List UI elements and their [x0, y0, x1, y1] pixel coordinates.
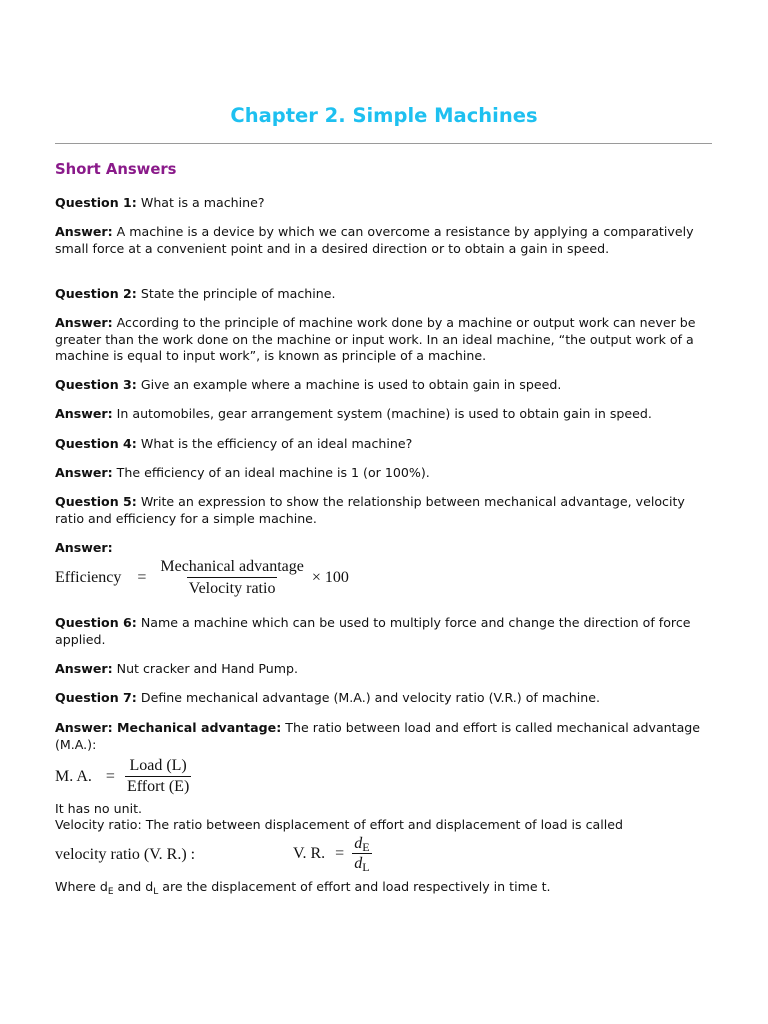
question-7-label: Question 7:: [55, 690, 137, 705]
vr-lhs: V. R.: [293, 845, 326, 862]
question-6-text: Name a machine which can be used to multiply force and change the direction of force applied.: [55, 615, 691, 647]
answer-6-label: Answer:: [55, 661, 113, 676]
question-6: [55, 615, 715, 648]
question-1-label: Question 1:: [55, 195, 137, 210]
answer-7-text: The ratio between load and effort is called mechanical advantage (M.A.):: [55, 720, 701, 752]
answer-5-label: Answer:: [55, 540, 113, 555]
vr-numerator: dE: [354, 835, 370, 854]
chapter-title: Chapter 2. Simple Machines: [230, 104, 538, 127]
answer-6-text: Nut cracker and Hand Pump.: [116, 661, 298, 676]
ma-fraction: [125, 757, 191, 796]
efficiency-formula: [55, 557, 349, 598]
ma-denominator: Effort (E): [126, 778, 190, 795]
answer-1: [55, 224, 715, 257]
efficiency-equals: =: [137, 569, 147, 586]
question-2-text: State the principle of machine.: [140, 286, 336, 301]
answer-3-label: Answer:: [55, 406, 113, 421]
question-1: [55, 195, 715, 212]
answer-2-text: According to the principle of machine work done by a machine or output work can never be greater than the work done on the machine or input work. In an ideal machine, “the output work of a machine is equal to input work”, is known as principle of a machine.: [55, 315, 696, 364]
vr-formula: [293, 835, 372, 872]
section-heading: Short Answers: [55, 161, 177, 178]
question-6-label: Question 6:: [55, 615, 137, 630]
vr-equals: =: [335, 845, 345, 862]
efficiency-multiplier: × 100: [311, 569, 349, 586]
question-7: [55, 690, 715, 707]
answer-7-label: Answer: Mechanical advantage:: [55, 720, 282, 735]
ma-equals: =: [105, 767, 115, 785]
question-2-label: Question 2:: [55, 286, 137, 301]
answer-5: [55, 540, 715, 557]
displacement-note: Where $d_E$ and $d_L$ are the displacement of effort and load respectively in time t.: [55, 879, 551, 897]
efficiency-numerator: Mechanical advantage: [160, 558, 304, 575]
velocity-ratio-definition: Velocity ratio: The ratio between displacement of effort and displacement of load is called: [55, 817, 623, 832]
question-4-text: What is the efficiency of an ideal machine?: [140, 436, 413, 451]
answer-2: [55, 315, 715, 365]
efficiency-denominator: Velocity ratio: [187, 577, 278, 598]
title-divider: [55, 143, 712, 144]
answer-3: [55, 406, 715, 423]
ma-lhs: M. A.: [55, 767, 92, 785]
question-3-text: Give an example where a machine is used to obtain gain in speed.: [140, 377, 562, 392]
answer-2-label: Answer:: [55, 315, 113, 330]
question-2: [55, 286, 715, 303]
answer-7: [55, 720, 715, 753]
question-5-text: Write an expression to show the relationship between mechanical advantage, velocity ratio and efficiency for a simple machine.: [55, 494, 685, 526]
question-5: [55, 494, 715, 527]
ma-numerator: Load (L): [129, 757, 187, 774]
answer-3-text: In automobiles, gear arrangement system (machine) is used to obtain gain in speed.: [116, 406, 652, 421]
question-1-text: What is a machine?: [140, 195, 265, 210]
no-unit-note: It has no unit.: [55, 801, 143, 816]
question-7-text: Define mechanical advantage (M.A.) and velocity ratio (V.R.) of machine.: [140, 690, 600, 705]
answer-1-text: A machine is a device by which we can overcome a resistance by applying a comparatively small force at a convenient point and in a desired direction or to obtain a gain in speed.: [55, 224, 694, 256]
ma-formula: [55, 757, 191, 796]
question-5-label: Question 5:: [55, 494, 137, 509]
answer-4-text: The efficiency of an ideal machine is 1 (or 100%).: [116, 465, 430, 480]
question-3-label: Question 3:: [55, 377, 137, 392]
efficiency-fraction: [158, 557, 305, 598]
answer-4-label: Answer:: [55, 465, 113, 480]
vr-fraction: [352, 835, 371, 872]
vr-label: velocity ratio (V. R.) :: [55, 846, 196, 863]
answer-4: [55, 465, 715, 482]
question-4-label: Question 4:: [55, 436, 137, 451]
answer-1-label: Answer:: [55, 224, 113, 239]
vr-denominator: dL: [354, 855, 370, 874]
question-3: [55, 377, 715, 394]
efficiency-lhs: Efficiency: [55, 569, 122, 586]
answer-6: [55, 661, 715, 678]
question-4: [55, 436, 715, 453]
